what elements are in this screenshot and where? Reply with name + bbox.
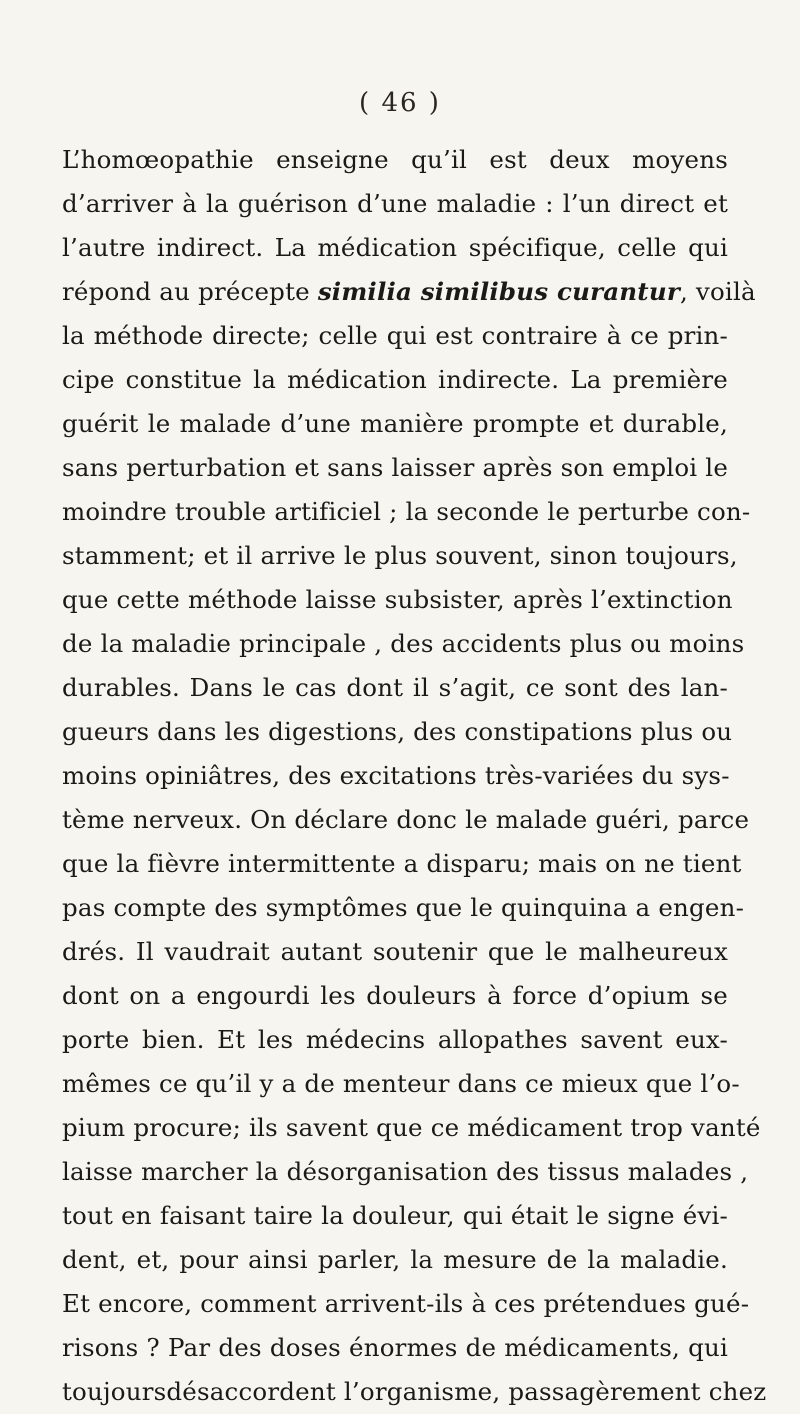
text-line: [62, 1326, 728, 1370]
text-run: toujoursdésaccordent l’organisme, passagèrement chez: [62, 1377, 767, 1406]
text-line: [62, 1238, 728, 1282]
text-run: mêmes ce qu’il y a de menteur dans ce mieux que l’o-: [62, 1069, 740, 1098]
text-run: sans perturbation et sans laisser après son emploi le: [62, 453, 729, 482]
text-line: [62, 358, 728, 402]
text-run: répond au précepte: [62, 277, 318, 306]
text-line: [62, 1018, 728, 1062]
text-run: tout en faisant taire la douleur, qui était le signe évi-: [62, 1201, 728, 1230]
text-line: [62, 578, 733, 622]
text-run: durables. Dans le cas dont il s’agit, ce sont des lan-: [62, 673, 728, 702]
text-run: cipe constitue la médication indirecte. La première: [62, 365, 728, 394]
text-run: de la maladie principale , des accidents plus ou moins: [62, 629, 745, 658]
text-line: [62, 842, 742, 886]
text-line: [62, 314, 728, 358]
text-run: tème nerveux. On déclare donc le malade guéri, parce: [62, 805, 750, 834]
text-run: gueurs dans les digestions, des constipations plus ou: [62, 717, 733, 746]
text-line: [62, 534, 738, 578]
text-line: [62, 1370, 767, 1414]
text-line: [62, 138, 728, 182]
text-line: [62, 402, 728, 446]
text-run: risons ? Par des doses énormes de médicaments, qui: [62, 1333, 728, 1362]
text-run: que la fièvre intermittente a disparu; mais on ne tient: [62, 849, 742, 878]
text-line: [62, 1150, 749, 1194]
text-run: pium procure; ils savent que ce médicament trop vanté: [62, 1113, 761, 1142]
text-line: [62, 1194, 728, 1238]
text-run: moindre trouble artificiel ; la seconde le perturbe con-: [62, 497, 751, 526]
text-line: [62, 1282, 750, 1326]
text-line: [62, 182, 728, 226]
text-run: drés. Il vaudrait autant soutenir que le malheureux: [62, 937, 728, 966]
text-line: [62, 886, 745, 930]
body-text: [62, 138, 767, 1414]
text-run: l’autre indirect. La médication spécifique, celle qui: [62, 233, 728, 262]
text-run: que cette méthode laisse subsister, après l’extinction: [62, 585, 733, 614]
text-line: [62, 490, 751, 534]
text-run: dent, et, pour ainsi parler, la mesure de la maladie.: [62, 1245, 728, 1274]
text-run: guérit le malade d’une manière prompte et durable,: [62, 409, 728, 438]
text-run: dont on a engourdi les douleurs à force d’opium se: [62, 981, 728, 1010]
text-line: [62, 930, 728, 974]
text-line: [62, 710, 733, 754]
text-line: [62, 226, 728, 270]
text-run: moins opiniâtres, des excitations très-variées du sys-: [62, 761, 730, 790]
text-line: [62, 1062, 740, 1106]
text-run: pas compte des symptômes que le quinquina a engen-: [62, 893, 745, 922]
text-run: la méthode directe; celle qui est contraire à ce prin-: [62, 321, 728, 350]
page-number: ( 46 ): [359, 88, 441, 118]
text-line: [62, 622, 745, 666]
text-run: Et encore, comment arrivent-ils à ces prétendues gué-: [62, 1289, 750, 1318]
text-run: stamment; et il arrive le plus souvent, sinon toujours,: [62, 541, 738, 570]
text-run: laisse marcher la désorganisation des tissus malades ,: [62, 1157, 749, 1186]
italic-latin-phrase: similia similibus curantur: [317, 277, 680, 306]
text-line: [62, 974, 728, 1018]
text-line: [62, 446, 728, 490]
text-run: porte bien. Et les médecins allopathes savent eux-: [62, 1025, 728, 1054]
text-line: [62, 270, 756, 314]
text-run: L’homœopathie enseigne qu’il est deux moyens: [62, 145, 728, 174]
text-line: [62, 798, 750, 842]
text-line: [62, 754, 728, 798]
text-run: , voilà: [679, 277, 756, 306]
text-line: [62, 666, 728, 710]
text-run: d’arriver à la guérison d’une maladie : l’un direct et: [62, 189, 728, 218]
text-line: [62, 1106, 761, 1150]
